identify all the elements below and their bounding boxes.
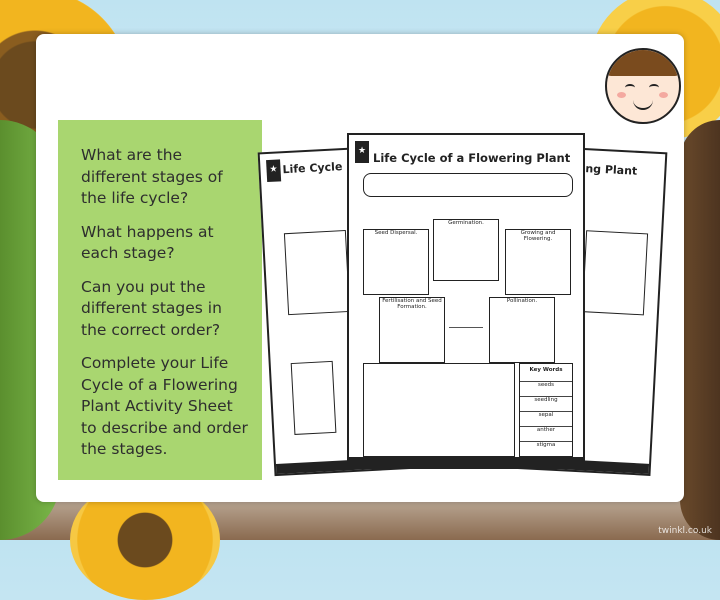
stage-box: Growing and Flowering. [505,229,571,295]
key-word: anther [520,426,572,433]
key-words-box [519,363,573,457]
worksheet-title: Life Cycle of a Flowering Plant [373,151,571,165]
key-word: seeds [520,381,572,388]
stage-box: Fertilisation and Seed Formation. [379,297,445,363]
questions-panel [58,120,262,480]
watermark: twinkl.co.uk [658,526,712,536]
question-2: What happens at each stage? [81,222,214,262]
worksheet-preview [347,133,585,469]
stem-decoration [680,120,720,540]
child-face-icon [605,48,681,124]
key-words-title: Key Words [529,367,563,373]
key-word: stigma [520,441,572,448]
stage-box: Germination. [433,219,499,281]
question-3: Can you put the different stages in the correct order? [81,277,222,339]
key-word: sepal [520,411,572,418]
key-word: seedling [520,396,572,403]
worksheet-title: ng Plant [585,162,638,178]
question-1: What are the different stages of the life cycle? [81,146,223,207]
star-icon: ★ [266,159,281,182]
stage-box: Seed Dispersal. [363,229,429,295]
worksheet-title: Life Cycle [282,160,343,177]
question-4: Complete your Life Cycle of a Flowering Plant Activity Sheet to describe and order the stages. [81,354,248,458]
star-icon: ★ [355,141,369,163]
stage-box: Pollination. [489,297,555,363]
